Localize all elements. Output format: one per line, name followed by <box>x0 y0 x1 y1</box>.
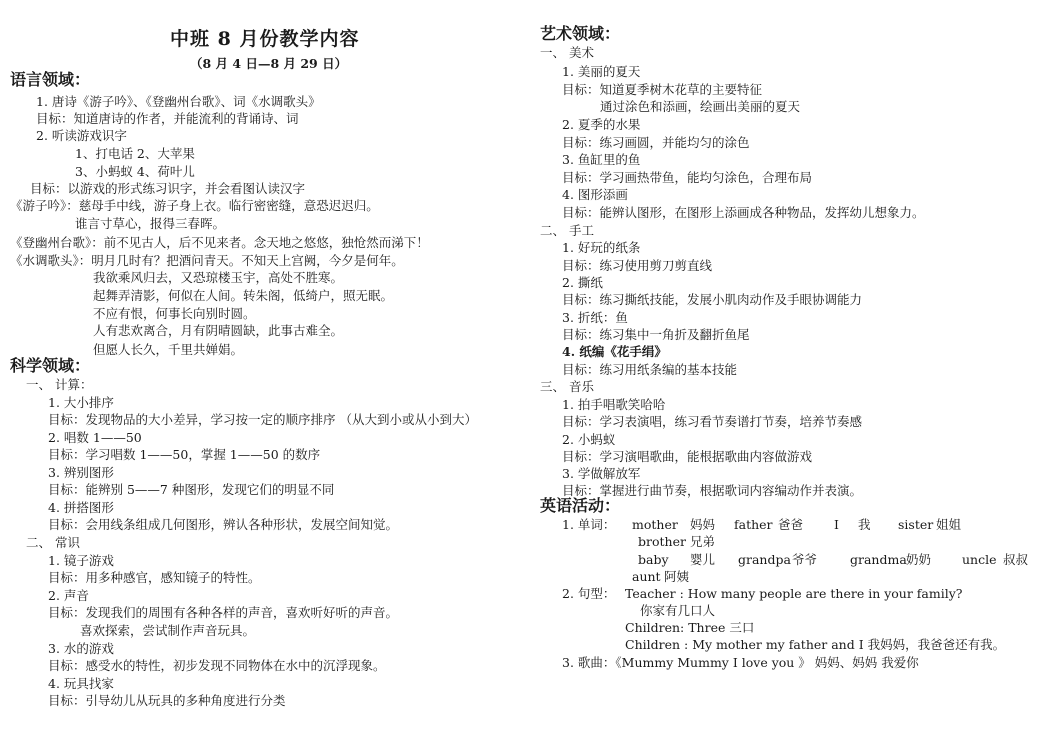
math-item-1: 1. 大小排序 <box>48 395 114 410</box>
word-father: father <box>734 517 773 532</box>
drawing-item-4: 4. 图形添画 <box>562 187 628 202</box>
handcraft-item-1: 1. 好玩的纸条 <box>562 240 641 255</box>
common-goal-2a: 目标：发现我们的周围有各种各样的声音，喜欢听好听的声音。 <box>48 605 399 620</box>
date-range: （8 月 4 日—8 月 29 日） <box>190 56 348 71</box>
poem-shuidiao-line-1: 《水调歌头》：明月几时有？把酒问青天。不知天上宫阙，今夕是何年。 <box>10 253 404 268</box>
handcraft-item-4: 4. 纸编《花手绢》 <box>562 344 667 359</box>
poem-shuidiao-line-2: 我欲乘风归去，又恐琼楼玉宇，高处不胜寒。 <box>93 270 344 285</box>
art-section-handcraft: 二、 手工 <box>540 223 594 238</box>
math-goal-2: 目标：学习唱数 1——50，掌握 1——50 的数序 <box>48 447 321 462</box>
music-goal-2: 目标：学习演唱歌曲，能根据歌曲内容做游戏 <box>562 449 813 464</box>
word-aunt-cn: 阿姨 <box>664 569 690 584</box>
word-uncle-cn: 叔叔 <box>1003 552 1029 567</box>
word-grandma: grandma <box>850 552 907 567</box>
word-i: I <box>834 517 839 532</box>
poem-youziyin-line-2: 谁言寸草心，报得三春晖。 <box>75 216 226 231</box>
poem-dengyouzhou: 《登幽州台歌》：前不见古人，后不见来者。念天地之悠悠，独怆然而涕下！ <box>10 235 429 250</box>
drawing-item-2: 2. 夏季的水果 <box>562 117 641 132</box>
math-goal-3: 目标：能辨别 5——7 种图形，发现它们的明显不同 <box>48 482 335 497</box>
handcraft-goal-4: 目标：练习用纸条编的基本技能 <box>562 362 738 377</box>
handcraft-item-3: 3. 折纸：鱼 <box>562 310 628 325</box>
handcraft-goal-3: 目标：练习集中一角折及翻折鱼尾 <box>562 327 750 342</box>
word-baby-cn: 婴儿 <box>690 552 716 567</box>
math-goal-4: 目标：会用线条组成几何图形，辨认各种形状，发展空间知觉。 <box>48 517 399 532</box>
handcraft-item-2: 2. 撕纸 <box>562 275 603 290</box>
common-item-2: 2. 声音 <box>48 588 89 603</box>
word-father-cn: 爸爸 <box>778 517 804 532</box>
language-item-2: 2. 听读游戏识字 <box>36 128 127 143</box>
word-mother: mother <box>632 517 678 532</box>
language-item-1: 1. 唐诗《游子吟》、《登幽州台歌》、词《水调歌头》 <box>36 94 321 109</box>
drawing-goal-4: 目标：能辨认图形，在图形上添画成各种物品，发挥幼儿想象力。 <box>562 205 925 220</box>
common-goal-1: 目标：用多种感官，感知镜子的特性。 <box>48 570 261 585</box>
common-item-1: 1. 镜子游戏 <box>48 553 114 568</box>
music-goal-3: 目标：掌握进行曲节奏，根据歌词内容编动作并表演。 <box>562 483 863 498</box>
language-heading: 语言领域： <box>10 70 91 89</box>
math-item-4: 4. 拼搭图形 <box>48 500 114 515</box>
music-item-2: 2. 小蚂蚁 <box>562 432 616 447</box>
word-sister: sister <box>898 517 934 532</box>
poem-shuidiao-line-4: 不应有恨，何事长向别时圆。 <box>93 306 256 321</box>
word-baby: baby <box>638 552 669 567</box>
handcraft-goal-2: 目标：练习撕纸技能，发展小肌肉动作及手眼协调能力 <box>562 292 863 307</box>
science-section-math: 一、 计算： <box>26 377 93 392</box>
drawing-goal-1b: 通过涂色和添画，绘画出美丽的夏天 <box>600 99 801 114</box>
sentence-label: 2. 句型： <box>562 586 616 601</box>
song-line: 3. 歌曲：《Mummy Mummy I love you 》 妈妈、妈妈 我爱你 <box>562 655 919 670</box>
drawing-goal-3: 目标：学习画热带鱼，能均匀涂色，合理布局 <box>562 170 813 185</box>
poem-shuidiao-line-6: 但愿人长久，千里共婵娟。 <box>93 342 244 357</box>
word-grandpa-cn: 爷爷 <box>792 552 818 567</box>
math-item-3: 3. 辨别图形 <box>48 465 114 480</box>
math-goal-1: 目标：发现物品的大小差异，学习按一定的顺序排序 （从大到小或从小到大） <box>48 412 477 427</box>
art-section-music: 三、 音乐 <box>540 379 594 394</box>
science-heading: 科学领域： <box>10 356 91 375</box>
science-section-common-sense: 二、 常识 <box>26 535 80 550</box>
drawing-goal-1a: 目标：知道夏季树木花草的主要特征 <box>562 82 763 97</box>
common-item-3: 3. 水的游戏 <box>48 641 114 656</box>
language-games-1: 1、打电话 2、大苹果 <box>75 146 195 161</box>
drawing-goal-2: 目标：练习画圆，并能均匀的涂色 <box>562 135 750 150</box>
language-goal-1: 目标：知道唐诗的作者，并能流利的背诵诗、词 <box>36 111 299 126</box>
word-brother-cn: 兄弟 <box>690 534 716 549</box>
sentence-children-2: Children : My mother my father and I 我妈妈，我爸爸还有我。 <box>625 637 1006 652</box>
sentence-children-1: Children: Three 三口 <box>625 620 755 635</box>
sentence-teacher: Teacher : How many people are there in your family? <box>625 586 963 601</box>
word-aunt: aunt <box>632 569 661 584</box>
art-heading: 艺术领域： <box>540 24 621 43</box>
sentence-teacher-cn: 你家有几口人 <box>640 603 716 618</box>
poem-shuidiao-line-5: 人有悲欢离合，月有阴晴圆缺，此事古难全。 <box>93 323 344 338</box>
common-goal-2b: 喜欢探索，尝试制作声音玩具。 <box>80 623 256 638</box>
words-label: 1. 单词： <box>562 517 616 532</box>
word-sister-cn: 姐姐 <box>936 517 962 532</box>
common-item-4: 4. 玩具找家 <box>48 676 114 691</box>
word-brother: brother <box>638 534 686 549</box>
drawing-item-3: 3. 鱼缸里的鱼 <box>562 152 641 167</box>
word-uncle: uncle <box>962 552 997 567</box>
language-goal-2: 目标：以游戏的形式练习识字，并会看图认读汉字 <box>30 181 306 196</box>
math-item-2: 2. 唱数 1——50 <box>48 430 142 445</box>
word-grandma-cn: 奶奶 <box>906 552 932 567</box>
language-games-2: 3、小蚂蚁 4、荷叶儿 <box>75 164 195 179</box>
poem-shuidiao-line-3: 起舞弄清影，何似在人间。转朱阁，低绮户，照无眠。 <box>93 288 394 303</box>
poem-youziyin-line-1: 《游子吟》：慈母手中线，游子身上衣。临行密密缝，意恐迟迟归。 <box>10 198 379 213</box>
document-title: 中班 8 月份教学内容 <box>170 28 360 50</box>
handcraft-goal-1: 目标：练习使用剪刀剪直线 <box>562 258 713 273</box>
english-heading: 英语活动： <box>540 496 621 515</box>
music-item-3: 3. 学做解放军 <box>562 466 641 481</box>
word-mother-cn: 妈妈 <box>690 517 716 532</box>
word-i-cn: 我 <box>858 517 871 532</box>
art-section-drawing: 一、 美术 <box>540 45 594 60</box>
common-goal-4: 目标：引导幼儿从玩具的多种角度进行分类 <box>48 693 286 708</box>
word-grandpa: grandpa <box>738 552 791 567</box>
music-goal-1: 目标：学习表演唱，练习看节奏谱打节奏，培养节奏感 <box>562 414 863 429</box>
music-item-1: 1. 拍手唱歌笑哈哈 <box>562 397 666 412</box>
common-goal-3: 目标：感受水的特性，初步发现不同物体在水中的沉浮现象。 <box>48 658 386 673</box>
drawing-item-1: 1. 美丽的夏天 <box>562 64 641 79</box>
